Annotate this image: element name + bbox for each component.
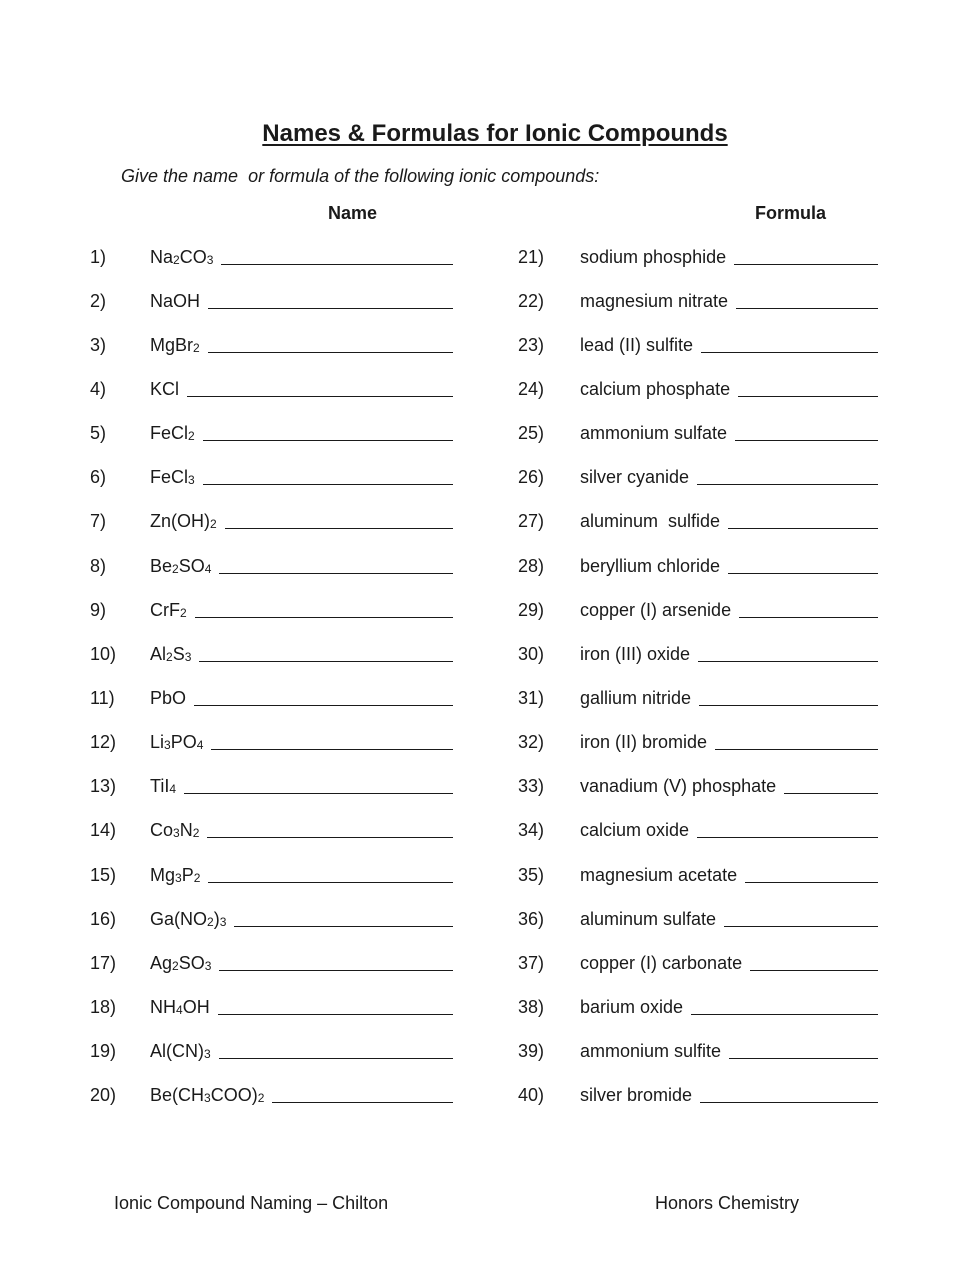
chemical-formula: KCl bbox=[150, 378, 180, 399]
answer-blank[interactable] bbox=[701, 338, 878, 353]
chemical-formula: $Al(CN)_3$ bbox=[150, 1041, 211, 1062]
question-row bbox=[518, 897, 888, 941]
compound-name: magnesium acetate bbox=[580, 864, 738, 885]
answer-blank[interactable] bbox=[738, 382, 878, 397]
question-number: 13) bbox=[90, 776, 117, 797]
answer-blank[interactable] bbox=[218, 1000, 453, 1015]
question-row bbox=[518, 235, 888, 279]
footer-course-note: Ionic Compound Naming – Chilton bbox=[114, 1193, 389, 1213]
answer-blank[interactable] bbox=[750, 956, 878, 971]
question-row bbox=[90, 367, 465, 411]
answer-blank[interactable] bbox=[697, 470, 878, 485]
question-number: 17) bbox=[90, 952, 117, 973]
chemical-formula: $Al_2S_3$ bbox=[150, 643, 192, 664]
question-number: 28) bbox=[518, 555, 545, 576]
question-row bbox=[518, 279, 888, 323]
chemical-formula: PbO bbox=[150, 687, 187, 708]
question-number: 5) bbox=[90, 423, 107, 444]
question-number: 31) bbox=[518, 687, 545, 708]
compound-name: iron (II) bromide bbox=[580, 732, 708, 753]
answer-blank[interactable] bbox=[208, 868, 453, 883]
answer-blank[interactable] bbox=[219, 1044, 453, 1059]
chemical-formula: FeCl$_3$ bbox=[150, 467, 195, 488]
answer-blank[interactable] bbox=[745, 868, 878, 883]
question-number: 36) bbox=[518, 908, 545, 929]
question-number: 38) bbox=[518, 996, 545, 1017]
question-row bbox=[518, 632, 888, 676]
question-number: 25) bbox=[518, 423, 545, 444]
compound-name: copper (I) arsenide bbox=[580, 599, 732, 620]
name-question-list bbox=[90, 235, 465, 1118]
question-number: 12) bbox=[90, 732, 117, 753]
question-number: 22) bbox=[518, 290, 545, 311]
question-row bbox=[90, 721, 465, 765]
compound-name: silver cyanide bbox=[580, 467, 690, 488]
answer-blank[interactable] bbox=[735, 426, 878, 441]
question-row bbox=[518, 809, 888, 853]
question-number: 19) bbox=[90, 1041, 117, 1062]
question-number: 33) bbox=[518, 776, 545, 797]
question-number: 6) bbox=[90, 467, 107, 488]
question-row bbox=[518, 853, 888, 897]
answer-blank[interactable] bbox=[208, 338, 453, 353]
compound-name: vanadium (V) phosphate bbox=[580, 776, 777, 797]
page-title: Names & Formulas for Ionic Compounds bbox=[262, 120, 728, 147]
chemical-formula: $Co_3N_2$ bbox=[150, 820, 200, 841]
chemical-formula: FeCl$_2$ bbox=[150, 423, 195, 444]
question-row bbox=[518, 544, 888, 588]
question-number: 23) bbox=[518, 334, 545, 355]
question-row bbox=[518, 588, 888, 632]
instructions: Give the name or formula of the following ionic compounds: bbox=[121, 166, 600, 186]
question-row bbox=[518, 323, 888, 367]
compound-name: magnesium nitrate bbox=[580, 290, 729, 311]
answer-blank[interactable] bbox=[691, 1000, 878, 1015]
answer-blank[interactable] bbox=[728, 514, 878, 529]
question-number: 9) bbox=[90, 599, 107, 620]
question-number: 40) bbox=[518, 1085, 545, 1106]
answer-blank[interactable] bbox=[184, 779, 453, 794]
question-row bbox=[90, 676, 465, 720]
question-row bbox=[518, 985, 888, 1029]
question-row bbox=[518, 721, 888, 765]
question-row bbox=[90, 588, 465, 632]
answer-blank[interactable] bbox=[715, 735, 878, 750]
question-number: 14) bbox=[90, 820, 117, 841]
question-row bbox=[90, 853, 465, 897]
answer-blank[interactable] bbox=[729, 1044, 878, 1059]
answer-blank[interactable] bbox=[697, 823, 878, 838]
answer-blank[interactable] bbox=[203, 470, 453, 485]
chemical-formula: $Be(CH_3COO)_2$ bbox=[150, 1085, 265, 1106]
compound-name: ammonium sulfate bbox=[580, 423, 728, 444]
question-number: 10) bbox=[90, 643, 117, 664]
question-number: 26) bbox=[518, 467, 545, 488]
answer-blank[interactable] bbox=[208, 294, 453, 309]
answer-blank[interactable] bbox=[700, 1088, 878, 1103]
answer-blank[interactable] bbox=[784, 779, 878, 794]
question-number: 16) bbox=[90, 908, 117, 929]
answer-blank[interactable] bbox=[734, 250, 878, 265]
question-row bbox=[518, 412, 888, 456]
question-number: 8) bbox=[90, 555, 107, 576]
question-number: 1) bbox=[90, 246, 107, 267]
question-number: 27) bbox=[518, 511, 545, 532]
compound-name: lead (II) sulfite bbox=[580, 334, 694, 355]
question-row bbox=[90, 809, 465, 853]
formula-column-header: Formula bbox=[755, 203, 827, 223]
footer-class-name: Honors Chemistry bbox=[655, 1193, 800, 1213]
chemical-formula: MgBr$_2$ bbox=[150, 334, 200, 355]
question-row bbox=[90, 632, 465, 676]
question-row bbox=[518, 500, 888, 544]
question-row bbox=[518, 676, 888, 720]
question-number: 30) bbox=[518, 643, 545, 664]
question-row bbox=[90, 1074, 465, 1118]
question-number: 7) bbox=[90, 511, 107, 532]
chemical-formula: $Mg_3P_2$ bbox=[150, 864, 201, 885]
question-row bbox=[90, 456, 465, 500]
formula-question-list bbox=[518, 235, 888, 1118]
compound-name: aluminum sulfide bbox=[580, 511, 721, 532]
chemical-formula: $Li_3PO_4$ bbox=[150, 732, 204, 753]
compound-name: silver bromide bbox=[580, 1085, 693, 1106]
question-row bbox=[90, 765, 465, 809]
question-row bbox=[518, 941, 888, 985]
answer-blank[interactable] bbox=[225, 514, 453, 529]
compound-name: aluminum sulfate bbox=[580, 908, 717, 929]
question-row bbox=[90, 1030, 465, 1074]
compound-name: ammonium sulfite bbox=[580, 1041, 722, 1062]
answer-blank[interactable] bbox=[272, 1088, 453, 1103]
answer-blank[interactable] bbox=[736, 294, 878, 309]
answer-blank[interactable] bbox=[199, 647, 453, 662]
compound-name: copper (I) carbonate bbox=[580, 952, 743, 973]
question-row bbox=[90, 897, 465, 941]
answer-blank[interactable] bbox=[698, 647, 878, 662]
question-row bbox=[518, 1030, 888, 1074]
compound-name: beryllium chloride bbox=[580, 555, 721, 576]
question-number: 21) bbox=[518, 246, 545, 267]
chemical-formula: NaOH bbox=[150, 290, 201, 311]
chemical-formula: $NH_4OH$ bbox=[150, 996, 210, 1017]
question-row bbox=[90, 985, 465, 1029]
question-number: 39) bbox=[518, 1041, 545, 1062]
answer-blank[interactable] bbox=[203, 426, 453, 441]
question-number: 34) bbox=[518, 820, 545, 841]
question-row bbox=[518, 1074, 888, 1118]
chemical-formula: $Zn(OH)_2$ bbox=[150, 511, 217, 532]
answer-blank[interactable] bbox=[195, 603, 453, 618]
question-row bbox=[518, 765, 888, 809]
question-row bbox=[90, 323, 465, 367]
question-row bbox=[90, 235, 465, 279]
answer-blank[interactable] bbox=[234, 912, 453, 927]
answer-blank[interactable] bbox=[219, 559, 453, 574]
question-number: 4) bbox=[90, 378, 107, 399]
question-number: 15) bbox=[90, 864, 117, 885]
question-number: 18) bbox=[90, 996, 117, 1017]
answer-blank[interactable] bbox=[724, 912, 878, 927]
question-number: 35) bbox=[518, 864, 545, 885]
question-number: 37) bbox=[518, 952, 545, 973]
question-number: 24) bbox=[518, 378, 545, 399]
answer-blank[interactable] bbox=[219, 956, 453, 971]
question-number: 20) bbox=[90, 1085, 117, 1106]
answer-blank[interactable] bbox=[728, 559, 878, 574]
answer-blank[interactable] bbox=[207, 823, 453, 838]
answer-blank[interactable] bbox=[194, 691, 453, 706]
question-row bbox=[518, 456, 888, 500]
compound-name: calcium phosphate bbox=[580, 378, 731, 399]
question-row bbox=[90, 412, 465, 456]
chemical-formula: $Be_2SO_4$ bbox=[150, 555, 212, 576]
question-number: 3) bbox=[90, 334, 107, 355]
compound-name: barium oxide bbox=[580, 996, 684, 1017]
chemical-formula: $Ag_2SO_3$ bbox=[150, 952, 212, 973]
question-number: 29) bbox=[518, 599, 545, 620]
compound-name: gallium nitride bbox=[580, 687, 692, 708]
answer-blank[interactable] bbox=[739, 603, 878, 618]
chemical-formula: TiI$_4$ bbox=[150, 776, 177, 797]
name-column-header: Name bbox=[328, 203, 378, 223]
question-number: 11) bbox=[90, 687, 115, 708]
answer-blank[interactable] bbox=[699, 691, 878, 706]
question-row bbox=[90, 941, 465, 985]
question-row bbox=[90, 544, 465, 588]
compound-name: sodium phosphide bbox=[580, 246, 727, 267]
question-number: 2) bbox=[90, 290, 107, 311]
answer-blank[interactable] bbox=[211, 735, 453, 750]
chemical-formula: $Ga(NO_2)_3$ bbox=[150, 908, 227, 929]
compound-name: iron (III) oxide bbox=[580, 643, 691, 664]
chemical-formula: $Na_2CO_3$ bbox=[150, 246, 214, 267]
question-number: 32) bbox=[518, 732, 545, 753]
answer-blank[interactable] bbox=[221, 250, 453, 265]
question-row bbox=[90, 500, 465, 544]
question-row bbox=[518, 367, 888, 411]
answer-blank[interactable] bbox=[187, 382, 453, 397]
chemical-formula: CrF$_2$ bbox=[150, 599, 187, 620]
compound-name: calcium oxide bbox=[580, 820, 690, 841]
question-row bbox=[90, 279, 465, 323]
